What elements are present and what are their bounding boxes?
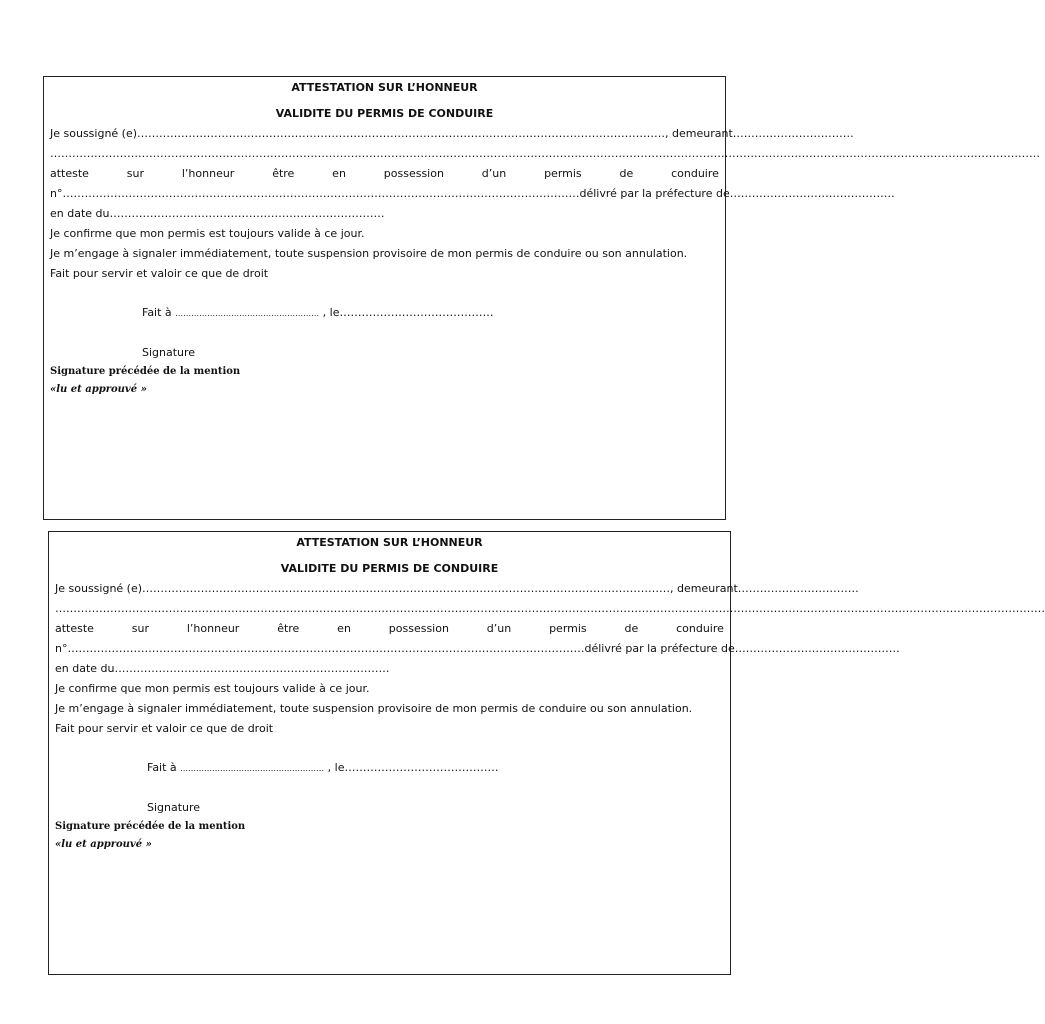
- atteste-word: en: [337, 622, 351, 635]
- engage-text: Je m’engage à signaler immédiatement, toute suspension provisoire de mon permis de conduire ou son annulation.: [50, 247, 688, 260]
- fait-a-line: [147, 758, 724, 779]
- fait-pour-text: Fait pour servir et valoir ce que de droit: [55, 722, 274, 735]
- fait-a-label: Fait à: [142, 306, 176, 319]
- atteste-word: l’honneur: [186, 622, 240, 635]
- atteste-word: possession: [388, 622, 449, 635]
- engage-text: Je m’engage à signaler immédiatement, toute suspension provisoire de mon permis de conduire ou son annulation.: [55, 702, 693, 715]
- atteste-word: permis: [544, 167, 582, 180]
- atteste-word: possession: [383, 167, 444, 180]
- form-title: ATTESTATION SUR L’HONNEUR: [296, 536, 483, 549]
- atteste-word: en: [332, 167, 346, 180]
- fait-le-label: , le……………………………………: [319, 306, 494, 319]
- signature-mention: Signature précédée de la mention: [55, 821, 246, 832]
- confirm-text: Je confirme que mon permis est toujours valide à ce jour.: [55, 682, 370, 695]
- atteste-word: atteste: [55, 622, 94, 635]
- place-dots: ………………………………………………: [175, 309, 320, 318]
- fait-le-label: , le……………………………………: [324, 761, 499, 774]
- atteste-line: [55, 619, 724, 639]
- date-line: en date du…………………………………………………………………: [55, 662, 390, 675]
- atteste-word: atteste: [50, 167, 89, 180]
- form-subtitle: VALIDITE DU PERMIS DE CONDUIRE: [275, 107, 494, 120]
- fait-a-line: [142, 303, 719, 324]
- atteste-word: conduire: [671, 167, 719, 180]
- lu-et-approuve: «lu et approuvé »: [55, 839, 152, 850]
- atteste-word: d’un: [486, 622, 512, 635]
- place-dots: ………………………………………………: [180, 764, 325, 773]
- fait-a-label: Fait à: [147, 761, 181, 774]
- atteste-word: sur: [131, 622, 150, 635]
- permit-number-line: n°……………………………………………………………………………………………………………………………délivré par la préfecture de………………………………………: [50, 187, 895, 200]
- lu-et-approuve: «lu et approuvé »: [50, 384, 147, 395]
- signature-label: Signature: [142, 346, 196, 359]
- atteste-line: [50, 164, 719, 184]
- confirm-text: Je confirme que mon permis est toujours valide à ce jour.: [50, 227, 365, 240]
- address-continuation-line: ………………………………………………………………………………………………………………………………………………………………………………………………………………………………………………: [50, 147, 1040, 160]
- atteste-word: de: [619, 167, 634, 180]
- atteste-word: être: [272, 167, 295, 180]
- fait-pour-text: Fait pour servir et valoir ce que de droit: [50, 267, 269, 280]
- name-address-line: Je soussigné (e)………………………………………………………………………………………………………………………………, demeurant……………………………: [55, 582, 859, 595]
- atteste-word: de: [624, 622, 639, 635]
- attestation-form-2: [48, 531, 1045, 975]
- address-continuation-line: ………………………………………………………………………………………………………………………………………………………………………………………………………………………………………………: [55, 602, 1045, 615]
- form-subtitle: VALIDITE DU PERMIS DE CONDUIRE: [280, 562, 499, 575]
- attestation-form-1: [43, 76, 1040, 520]
- atteste-word: d’un: [481, 167, 507, 180]
- atteste-word: sur: [126, 167, 145, 180]
- date-line: en date du…………………………………………………………………: [50, 207, 385, 220]
- atteste-word: être: [277, 622, 300, 635]
- atteste-word: conduire: [676, 622, 724, 635]
- name-address-line: Je soussigné (e)………………………………………………………………………………………………………………………………, demeurant……………………………: [50, 127, 854, 140]
- permit-number-line: n°……………………………………………………………………………………………………………………………délivré par la préfecture de………………………………………: [55, 642, 900, 655]
- atteste-word: permis: [549, 622, 587, 635]
- signature-label: Signature: [147, 801, 201, 814]
- form-title: ATTESTATION SUR L’HONNEUR: [291, 81, 478, 94]
- atteste-word: l’honneur: [181, 167, 235, 180]
- signature-mention: Signature précédée de la mention: [50, 366, 241, 377]
